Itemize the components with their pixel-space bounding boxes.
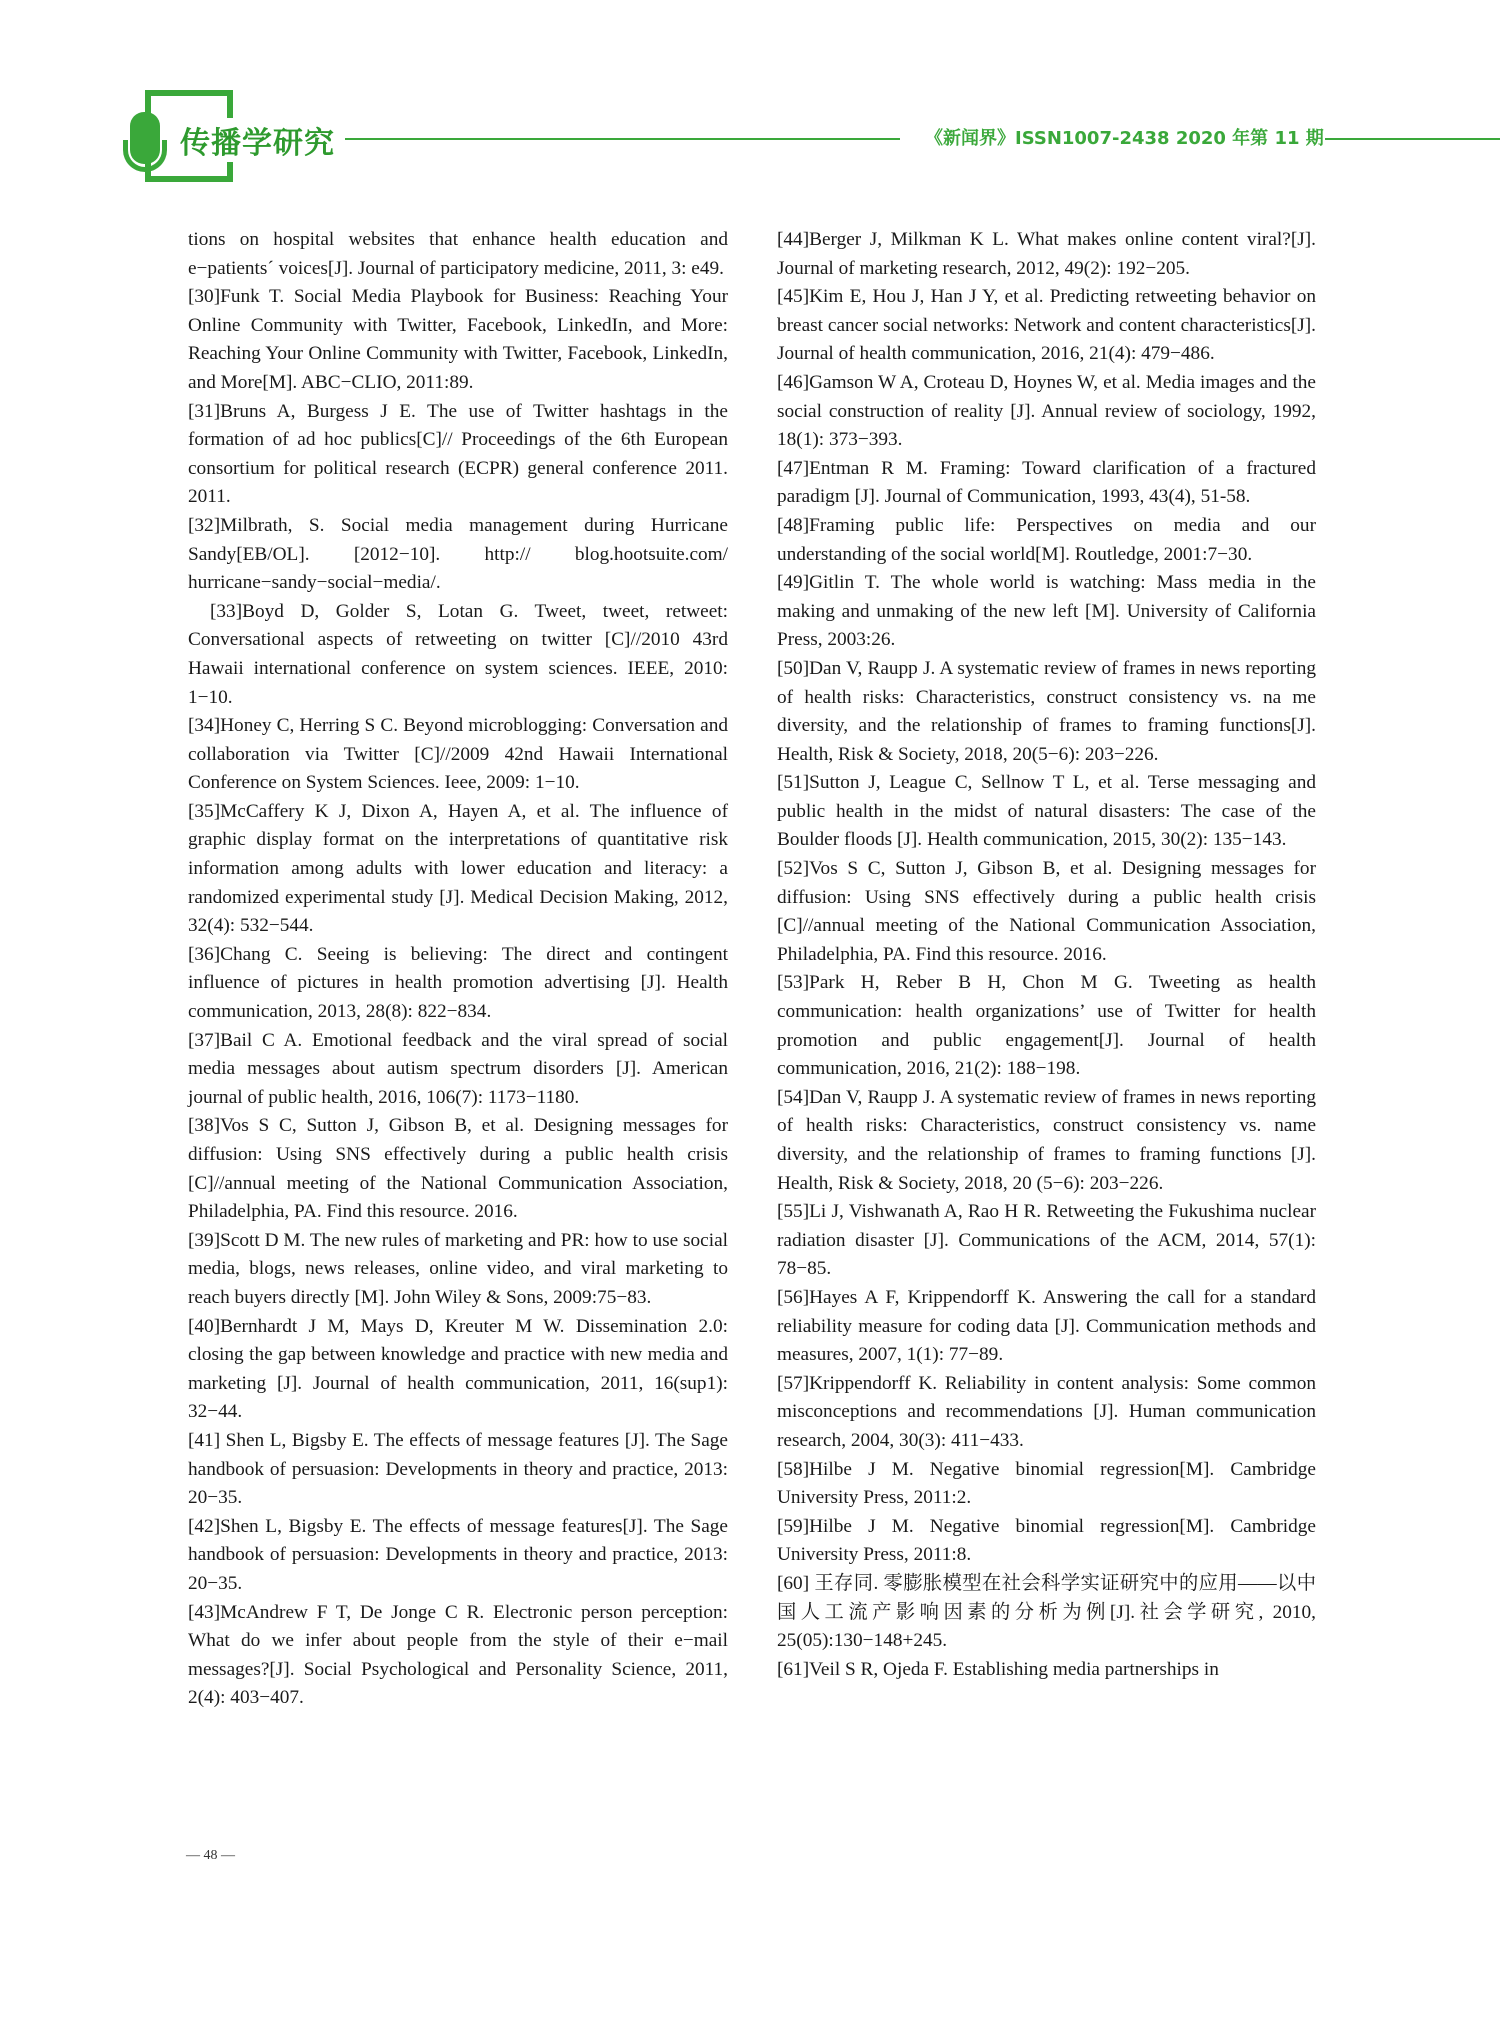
reference-item: [52]Vos S C, Sutton J, Gibson B, et al. Designing messages for diffusion: Using SNS effectively during a public health crisis [C]//annual meeting of the National Communication Association, Philadelphia, PA. Find this resource. 2016. [777,858,1316,965]
reference-item: [42]Shen L, Bigsby E. The effects of message features[J]. The Sage handbook of persuasion: Developments in theory and practice, 2013: 20−35. [188,1515,728,1594]
reference-item: [49]Gitlin T. The whole world is watching: Mass media in the making and unmaking of the new left [M]. University of California Press, 2003:26. [777,572,1316,651]
reference-item: [34]Honey C, Herring S C. Beyond microblogging: Conversation and collaboration via Twitter [C]//2009 42nd Hawaii International Conference on System Sciences. Ieee, 2009: 1−10. [188,715,728,794]
reference-item: [41] Shen L, Bigsby E. The effects of message features [J]. The Sage handbook of persuasion: Developments in theory and practice, 2013: 20−35. [188,1429,728,1509]
reference-item: [32]Milbrath, S. Social media management during Hurricane Sandy[EB/OL]. [2012−10]. http:// blog.hootsuite.com/ hurricane−sandy−social−media/. [188,514,728,594]
reference-item: [40]Bernhardt J M, Mays D, Kreuter M W. Dissemination 2.0: closing the gap between knowledge and practice with new media and marketing [J]. Journal of health communication, 2011, 16(sup1): 32−44. [188,1315,728,1423]
reference-item: [51]Sutton J, League C, Sellnow T L, et al. Terse messaging and public health in the midst of natural disasters: The case of the Boulder floods [J]. Health communication, 2015, 30(2): 135−143. [777,772,1316,851]
reference-item: [46]Gamson W A, Croteau D, Hoynes W, et al. Media images and the social construction of reality [J]. Annual review of sociology, 1992, 18(1): 373−393. [777,371,1316,451]
reference-item: [60] 王存同. 零膨胀模型在社会科学实证研究中的应用——以中国人工流产影响因素的分析为例[J].社会学研究, 2010, 25(05):130−148+245. [777,1572,1316,1652]
reference-item: [55]Li J, Vishwanath A, Rao H R. Retweeting the Fukushima nuclear radiation disaster [J]. Communications of the ACM, 2014, 57(1): 78−85. [777,1201,1316,1280]
reference-item: [53]Park H, Reber B H, Chon M G. Tweeting as health communication: health organizations’ use of Twitter for health promotion and public engagement[J]. Journal of health communication, 2016, 21(2): 188−198. [777,972,1316,1080]
reference-item: [35]McCaffery K J, Dixon A, Hayen A, et al. The influence of graphic display format on the interpretations of quantitative risk information among adults with lower education and literacy: a randomized experimental study [J]. Medical Decision Making, 2012, 32(4): 532−544. [188,800,728,937]
reference-item: [48]Framing public life: Perspectives on media and our understanding of the social world[M]. Routledge, 2001:7−30. [777,514,1316,565]
reference-item: [56]Hayes A F, Krippendorff K. Answering the call for a standard reliability measure for coding data [J]. Communication methods and measures, 2007, 1(1): 77−89. [777,1286,1316,1366]
reference-item: [57]Krippendorff K. Reliability in content analysis: Some common misconceptions and recommendations [J]. Human communication research, 2004, 30(3): 411−433. [777,1372,1316,1451]
header-rule-right [1325,138,1500,140]
left-column [188,226,728,1713]
reference-item: [45]Kim E, Hou J, Han J Y, et al. Predicting retweeting behavior on breast cancer social networks: Network and content characteristics[J]. Journal of health communication, 2016, 21(4): 479−486. [777,286,1316,365]
section-title: 传播学研究 [180,118,345,162]
reference-item: [47]Entman R M. Framing: Toward clarification of a fractured paradigm [J]. Journal of Communication, 1993, 43(4), 51‐58. [777,457,1316,508]
header-rule-left [345,138,900,140]
reference-item: [61]Veil S R, Ojeda F. Establishing media partnerships in [777,1658,1219,1680]
right-column [777,226,1316,1684]
reference-item: [50]Dan V, Raupp J. A systematic review of frames in news reporting of health risks: Characteristics, construct consistency vs. na me diversity, and the relationship of frames to framing functions[J]. Health, Risk & Society, 2018, 20(5−6): 203−226. [777,657,1316,765]
reference-item: [37]Bail C A. Emotional feedback and the viral spread of social media messages about autism spectrum disorders [J]. American journal of public health, 2016, 106(7): 1173−1180. [188,1029,728,1108]
reference-item: [30]Funk T. Social Media Playbook for Business: Reaching Your Online Community with Twitter, Facebook, LinkedIn, and More: Reaching Your Online Community with Twitter, Facebook, LinkedIn, and More[M]. ABC−CLIO, 2011:89. [188,286,728,393]
reference-item: [36]Chang C. Seeing is believing: The direct and contingent influence of pictures in health promotion advertising [J]. Health communication, 2013, 28(8): 822−834. [188,943,728,1023]
reference-item: [59]Hilbe J M. Negative binomial regression[M]. Cambridge University Press, 2011:8. [777,1515,1316,1566]
reference-item: tions on hospital websites that enhance health education and e−patients´ voices[J]. Journal of participatory medicine, 2011, 3: e49. [188,229,728,279]
page-header [0,0,1500,200]
journal-info: 《新闻界》ISSN1007-2438 2020 年第 11 期 [925,128,1324,149]
page-number: — 48 — [186,1848,235,1863]
reference-item: [38]Vos S C, Sutton J, Gibson B, et al. Designing messages for diffusion: Using SNS effectively during a public health crisis [C]//annual meeting of the National Communication Association, Philadelphia, PA. Find this resource. 2016. [188,1115,728,1223]
reference-item: [58]Hilbe J M. Negative binomial regression[M]. Cambridge University Press, 2011:2. [777,1458,1316,1509]
reference-item: [54]Dan V, Raupp J. A systematic review of frames in news reporting of health risks: Characteristics, construct consistency vs. name diversity, and the relationship of frames to framing functions [J]. Health, Risk & Society, 2018, 20 (5−6): 203−226. [777,1086,1316,1194]
reference-item: [33]Boyd D, Golder S, Lotan G. Tweet, tweet, retweet: Conversational aspects of retweeting on twitter [C]//2010 43rd Hawaii international conference on system sciences. IEEE, 2010: 1−10. [188,600,728,708]
reference-item: [44]Berger J, Milkman K L. What makes online content viral?[J]. Journal of marketing research, 2012, 49(2): 192−205. [777,229,1316,279]
reference-item: [39]Scott D M. The new rules of marketing and PR: how to use social media, blogs, news releases, online video, and viral marketing to reach buyers directly [M]. John Wiley & Sons, 2009:75−83. [188,1229,728,1308]
reference-item: [43]McAndrew F T, De Jonge C R. Electronic person perception: What do we infer about people from the style of their e−mail messages?[J]. Social Psychological and Personality Science, 2011, 2(4): 403−407. [188,1601,728,1709]
reference-item: [31]Bruns A, Burgess J E. The use of Twitter hashtags in the formation of ad hoc publics[C]// Proceedings of the 6th European consortium for political research (ECPR) general conference 2011. 2011. [188,400,728,508]
